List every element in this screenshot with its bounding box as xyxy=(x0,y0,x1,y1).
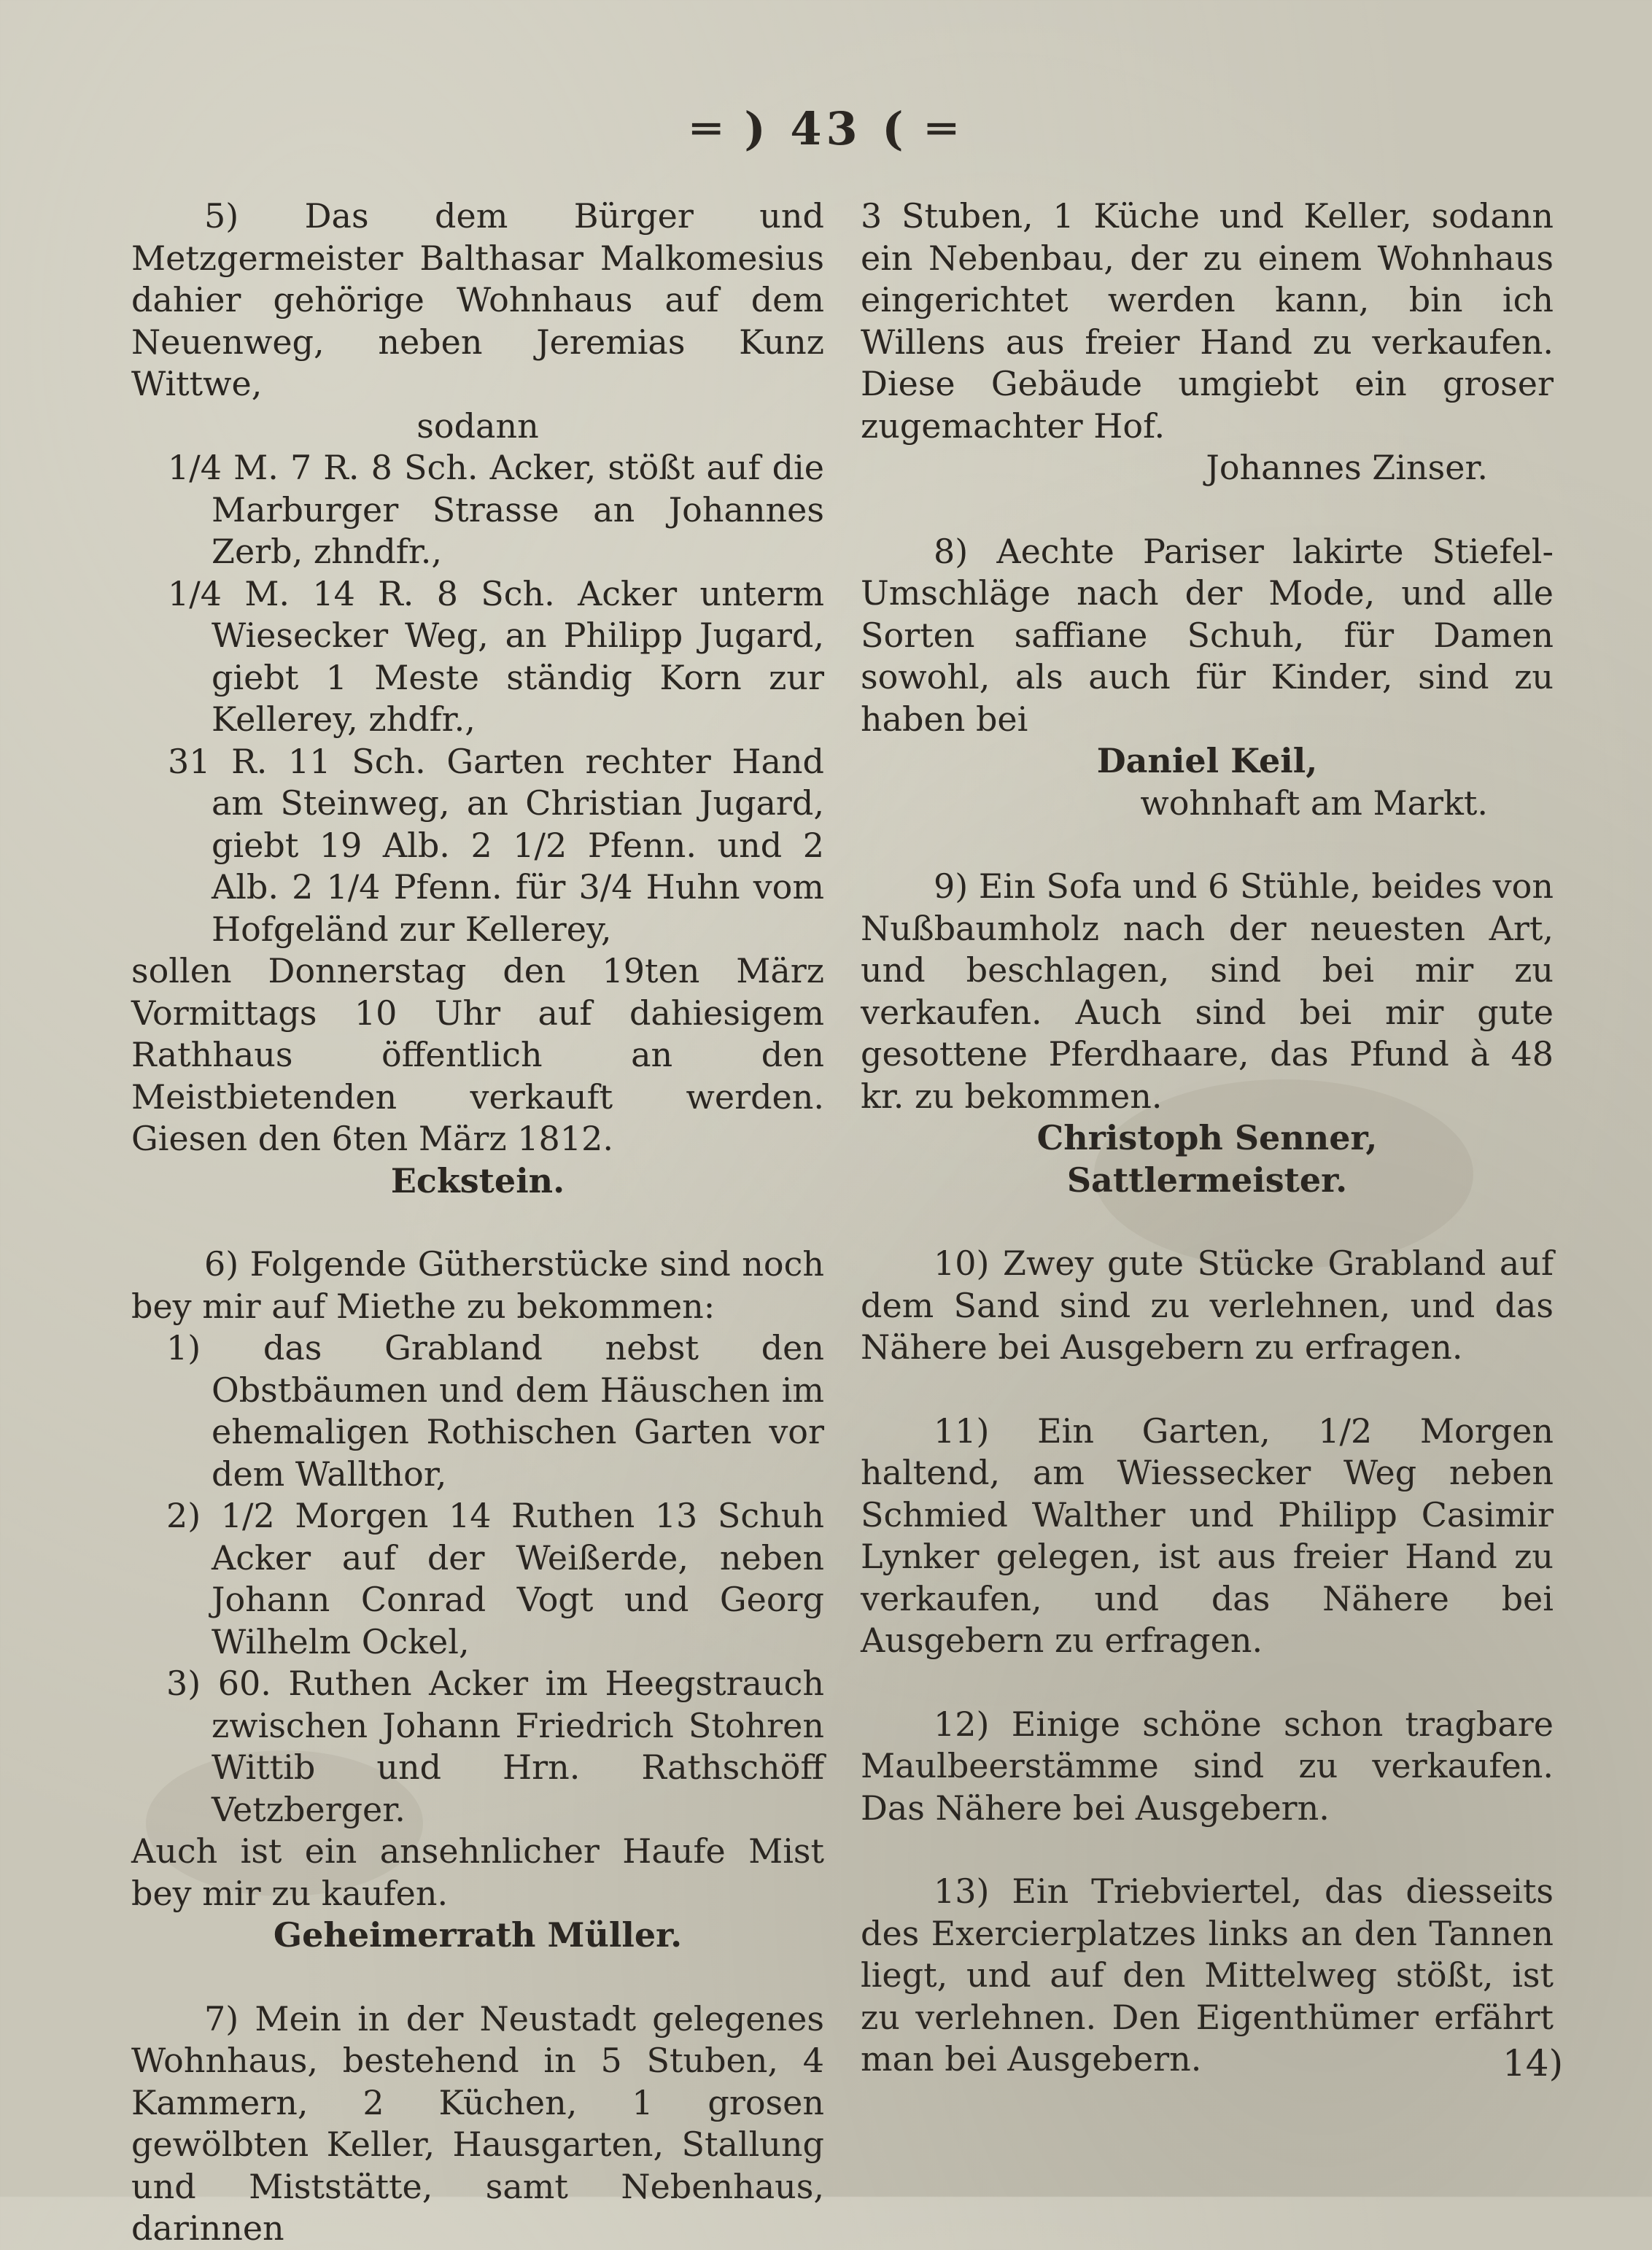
spacer xyxy=(861,489,1554,531)
spacer xyxy=(861,824,1554,866)
right-column xyxy=(861,195,1554,2081)
notice-5-intro: 5) Das dem Bürger und Metzgermeister Balthasar Malkomesius dahier gehörige Wohnhaus auf dem Neuenweg, neben Jeremias Kunz Wittwe, xyxy=(131,196,824,403)
notice-8-signature-name: Daniel Keil, xyxy=(1096,741,1318,780)
notice-6-item-1: 1) das Grabland nebst den Obstbäumen und dem Häuschen im ehemaligen Rothischen Garten vor dem Wallthor, xyxy=(166,1328,824,1494)
notice-5-parcel-2: 1/4 M. 14 R. 8 Sch. Acker unterm Wiesecker Weg, an Philipp Jugard, giebt 1 Meste ständig Korn zur Kellerey, zhdfr., xyxy=(168,573,824,739)
spacer xyxy=(861,1201,1554,1243)
notice-9-signature-name: Christoph Senner, xyxy=(1036,1118,1378,1157)
notice-5-sale-terms: sollen Donnerstag den 19ten März Vormittags 10 Uhr auf dahiesigem Rathhaus öffentlich an den Meistbietenden verkauft werden. Giesen den 6ten März 1812. xyxy=(131,951,824,1158)
notice-6-signature: Geheimerrath Müller. xyxy=(273,1915,683,1955)
notice-6-item-2: 2) 1/2 Morgen 14 Ruthen 13 Schuh Acker auf der Weißerde, neben Johann Conrad Vogt und Georg Wilhelm Ockel, xyxy=(166,1496,824,1661)
page-number: ═ ) 43 ( ═ xyxy=(692,102,960,155)
spacer xyxy=(861,1829,1554,1871)
spacer xyxy=(861,1662,1554,1704)
notice-13-text: 13) Ein Triebviertel, das diesseits des Exercierplatzes links an den Tannen liegt, und auf den Mittelweg stößt, ist zu verlehnen. Den Eigenthümer erfährt man bei Ausgebern. xyxy=(861,1871,1554,2079)
notice-5-parcel-1: 1/4 M. 7 R. 8 Sch. Acker, stößt auf die Marburger Strasse an Johannes Zerb, zhndfr., xyxy=(168,448,824,571)
notice-9-signature-title: Sattlermeister. xyxy=(1066,1160,1348,1200)
notice-8-text: 8) Aechte Pariser lakirte Stiefel-Umschläge nach der Mode, und alle Sorten saffiane Schuh, für Damen sowohl, als auch für Kinder, sind zu haben bei xyxy=(861,531,1554,739)
notice-10-text: 10) Zwey gute Stücke Grabland auf dem Sand sind zu verlehnen, und das Nähere bei Ausgebern zu erfragen. xyxy=(861,1244,1554,1367)
catchword: 14) xyxy=(1502,2042,1564,2084)
spacer xyxy=(131,1957,824,1998)
notice-11-text: 11) Ein Garten, 1/2 Morgen haltend, am Wiessecker Weg neben Schmied Walther und Philipp Casimir Lynker gelegen, ist aus freier Hand zu verkaufen, und das Nähere bei Ausgebern zu erfragen. xyxy=(861,1411,1554,1660)
notice-5-sodann: sodann xyxy=(416,406,539,446)
notice-6-extra: Auch ist ein ansehnlicher Haufe Mist bey mir zu kaufen. xyxy=(131,1831,824,1913)
notice-6-item-3: 3) 60. Ruthen Acker im Heegstrauch zwischen Johann Friedrich Stohren Wittib und Hrn. Rathschöff Vetzberger. xyxy=(166,1664,824,1829)
notice-7-signature: Johannes Zinser. xyxy=(1206,448,1488,487)
notice-5-signature: Eckstein. xyxy=(390,1160,565,1200)
notice-9-text: 9) Ein Sofa und 6 Stühle, beides von Nußbaumholz nach der neuesten Art, und beschlagen, sind bei mir zu verkaufen. Auch sind bei mir gute gesottene Pferdhaare, das Pfund à 48 kr. zu bekommen. xyxy=(861,866,1554,1116)
spacer xyxy=(861,1369,1554,1411)
notice-5-parcel-3: 31 R. 11 Sch. Garten rechter Hand am Steinweg, an Christian Jugard, giebt 19 Alb. 2 1/2 Pfenn. und 2 Alb. 2 1/4 Pfenn. für 3/4 Huhn vom Hofgeländ zur Kellerey, xyxy=(168,741,824,949)
notice-12-text: 12) Einige schöne schon tragbare Maulbeerstämme sind zu verkaufen. Das Nähere bei Ausgebern. xyxy=(861,1704,1554,1828)
notice-7-continued: 3 Stuben, 1 Küche und Keller, sodann ein Nebenbau, der zu einem Wohnhaus eingerichtet werden kann, bin ich Willens aus freier Hand zu verkaufen. Diese Gebäude umgiebt ein groser zugemachter Hof. xyxy=(861,196,1554,446)
notice-7-text: 7) Mein in der Neustadt gelegenes Wohnhaus, bestehend in 5 Stuben, 4 Kammern, 2 Küchen, 1 grosen gewölbten Keller, Hausgarten, Stallung und Miststätte, samt Nebenhaus, darinnen xyxy=(131,1998,824,2248)
notice-6-intro: 6) Folgende Gütherstücke sind noch bey mir auf Miethe zu bekommen: xyxy=(131,1244,824,1326)
left-column xyxy=(131,195,824,2250)
spacer xyxy=(131,1202,824,1244)
notice-8-signature-address: wohnhaft am Markt. xyxy=(1140,783,1488,823)
